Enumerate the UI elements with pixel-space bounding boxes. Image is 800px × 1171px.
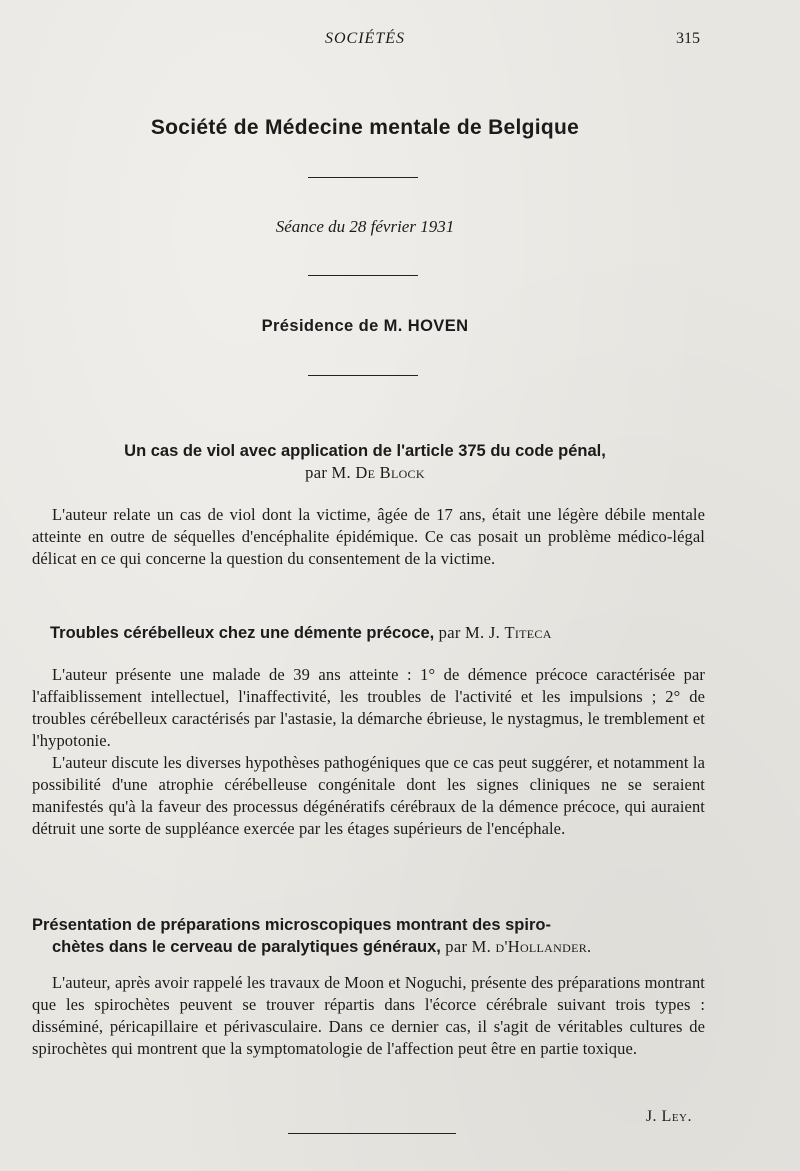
- article-3-by-prefix: par M.: [440, 937, 496, 956]
- article-1-title-line1: Un cas de viol avec application de l'article 375 du code pénal,: [124, 442, 606, 460]
- separator-rule: [308, 177, 418, 178]
- article-2-paragraph-2: L'auteur discute les diverses hypothèses pathogéniques que ce cas peut suggérer, et notamment la possibilité d'une atrophie cérébelleuse congénitale dont les signes cliniques ne se seraient manifestés qu'à la faveur des processus dégénératifs cérébraux de la démence précoce, qui auraient détruit une sorte de suppléance exercée par les étages supérieurs de l'encéphale.: [32, 753, 705, 838]
- article-2-author: Titeca: [504, 623, 552, 642]
- article-1-paragraph-1: L'auteur relate un cas de viol dont la victime, âgée de 17 ans, était une légère débile mentale atteinte en outre de séquelles d'encéphalite épidémique. Ce cas posait un problème médico-légal délicat en ce qui concerne la question du consentement de la victime.: [32, 505, 705, 568]
- article-3-author: d'Hollander: [495, 937, 588, 956]
- signature: J. Ley.: [645, 1108, 692, 1125]
- article-2-by-prefix: par M. J.: [434, 623, 505, 642]
- article-1-title: [0, 440, 730, 484]
- running-title: SOCIÉTÉS: [325, 30, 405, 47]
- society-title: Société de Médecine mentale de Belgique: [150, 116, 580, 139]
- article-3-paragraph-1: L'auteur, après avoir rappelé les travaux de Moon et Noguchi, présente des préparations montrant que les spirochètes peuvent se trouver répartis dans l'écorce cérébrale suivant trois types : disséminé, péricapillaire et périvasculaire. Dans ce dernier cas, il s'agit de véritables cultures de spirochètes qui montrent que la symptomatologie de l'affection peut être en partie toxique.: [32, 973, 705, 1058]
- article-2-title: [50, 622, 730, 644]
- article-3-title-line2: chètes dans le cerveau de paralytiques généraux,: [52, 938, 441, 956]
- article-3-title-line1: Présentation de préparations microscopiques montrant des spiro-: [32, 916, 551, 934]
- article-1-by-prefix: par M.: [305, 463, 356, 482]
- article-3-title: [32, 914, 708, 958]
- article-2-title-text: Troubles cérébelleux chez une démente précoce,: [50, 624, 435, 642]
- article-3-title-line2-wrap: [32, 936, 708, 958]
- session-date: Séance du 28 février 1931: [275, 217, 455, 236]
- presidence-line: Présidence de M. HOVEN: [261, 317, 469, 335]
- closing-rule: [288, 1133, 456, 1134]
- page-number: 315: [676, 30, 700, 47]
- article-2-paragraph-1: L'auteur présente une malade de 39 ans atteinte : 1° de démence précoce caractérisée par l'affaiblissement intellectuel, l'inaffectivité, les troubles de l'activité et les impulsions ; 2° de troubles cérébelleux caractérisés par l'astasie, la démarche ébrieuse, le nystagmus, le tremblement et l'hypotonie.: [32, 665, 705, 750]
- article-1-author: De Block: [355, 463, 425, 482]
- running-head: [0, 30, 800, 54]
- separator-rule: [308, 275, 418, 276]
- separator-rule: [308, 375, 418, 376]
- article-1-byline: [0, 462, 730, 484]
- article-3-by-suffix: .: [587, 937, 592, 956]
